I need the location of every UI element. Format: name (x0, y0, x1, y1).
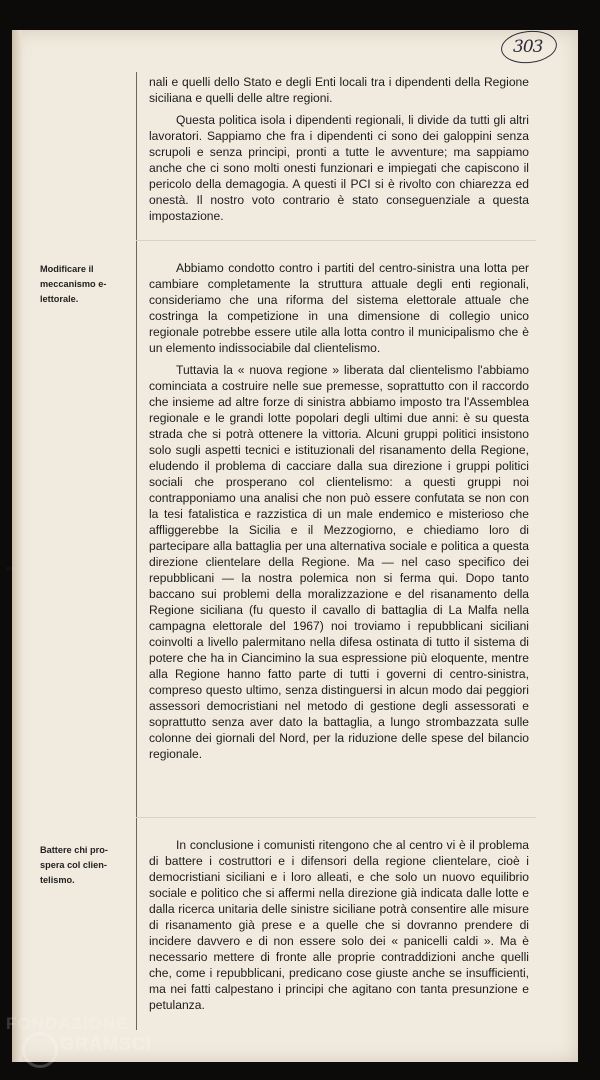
edge-mark (6, 567, 12, 570)
paragraph: Abbiamo condotto contro i partiti del centro-sinistra una lotta per cambiare completamente la struttura attuale degli enti regionali, consideriamo che una riforma del sistema elettorale attuale che costringa la competizione in una dimensione di collegio unico regionale potrebbe essere utile alla lotta contro il municipalismo che è un elemento indissociabile dal clientelismo. (149, 261, 529, 355)
paragraph: In conclusione i comunisti ritengono che al centro vi è il problema di battere i costruttori e i difensori della regione clientelare, cioè i democristiani siciliani e i loro alleati, e che solo un nuovo equilibrio sociale e politico che si affermi nella direzione già indicata dalle lotte e dalla ricerca unitaria delle sinistre siciliane potrà consentire alle misure di risanamento già prese e a quelle che si dovranno prendere di incidere davvero e di non essere solo dei « panicelli caldi ». Ma è necessario mettere di fronte alle proprie contraddizioni anche quelli che, come i repubblicani, predicano cose giuste anche se insufficienti, ma nei fatti calpestano i principi che agitano con tanta presunzione e petulanza. (149, 838, 529, 1012)
watermark-logo-icon (22, 1032, 58, 1068)
page-spine (12, 30, 22, 1062)
watermark-line-2: GRAMSCI (60, 1034, 152, 1054)
margin-note-clientelism: Battere chi pro-spera col clien-telismo. (40, 845, 108, 885)
paragraph: Questa politica isola i dipendenti regionali, li divide da tutti gli altri lavoratori. Sappiamo che fra i dipendenti ci sono dei galoppini senza scrupoli e senza principi, pronti a tutte le avventure; ma sappiamo anche che ci sono molti onesti funzionari e impiegati che capiscono il pericolo della demagogia. A questi il PCI si è rivolto con chiarezza ed onestà. Il nostro voto contrario è stato conseguenziale a questa impostazione. (149, 113, 529, 223)
archive-watermark (0, 1012, 170, 1072)
section-divider (136, 240, 536, 241)
section-electoral (149, 260, 529, 768)
paragraph: Tuttavia la « nuova regione » liberata dal clientelismo l'abbiamo cominciata a costruire nelle sue premesse, soprattutto con il raccordo che insieme ad altre forze di sinistra abbiamo imposto tra l'Assemblea regionale e le grandi lotte popolari degli ultimi due anni: è su questa strada che si potrà ottenere la vittoria. Alcuni gruppi politici insistono solo sugli aspetti tecnici e istituzionali del risanamento della Regione, eludendo il problema di cacciare dalla sua direzione i gruppi politici sociali che prosperano col clientelismo: a questi gruppi noi contrapponiamo una analisi che non può essere confutata se non con la tesi fatalistica e razzistica di un male endemico e misterioso che affliggerebbe la Sicilia e il Mezzogiorno, e chiediamo loro di partecipare alla battaglia per una alternativa sociale e politica a questa direzione clientelare della Regione. Ma — nel caso specifico dei repubblicani — la nostra polemica non si ferma qui. Dopo tanto baccano sui problemi della moralizzazione e del risanamento della Regione siciliana (fu questo il cavallo di battaglia di La Malfa nella campagna elettorale del 1967) noi troviamo i repubblicani siciliani coinvolti a livello palermitano nella difesa ostinata di tutto il sistema di potere che ha in Ciancimino la sua espressione più eloquente, mentre alla Regione hanno fatto parte di tutti i governi di centro-sinistra, compreso questo ultimo, senza distinguersi in alcun modo dai peggiori assessori democristiani nel metodo di gestione degli assessorati e soprattutto senza aver dato la battaglia, a lungo strombazzata sulle colonne dei giornali del Nord, per la riduzione delle spese del bilancio regionale. (149, 363, 529, 761)
paragraph: nali e quelli dello Stato e degli Enti locali tra i dipendenti della Regione siciliana e quelli delle altre regioni. (149, 75, 529, 105)
margin-note-electoral: Modificare il meccanismo e-lettorale. (40, 264, 107, 304)
handwritten-page-number (505, 35, 555, 63)
section-intro (149, 74, 529, 230)
page-number-text: 303 (513, 37, 543, 57)
watermark-line-1: FONDAZIONE (6, 1014, 129, 1033)
margin-rule (136, 72, 137, 1030)
section-clientelism (149, 837, 529, 1019)
section-divider (136, 817, 536, 818)
